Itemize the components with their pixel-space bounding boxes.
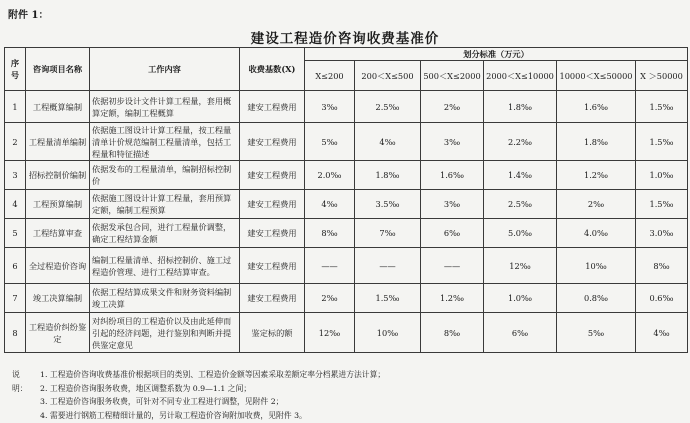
row-rate: 0.8‰ <box>557 284 636 313</box>
table-row <box>5 219 688 248</box>
row-work-content: 依据工程结算成果文件和财务资料编制竣工决算 <box>90 284 240 313</box>
row-work-content: 依据发承包合同，进行工程量价调整，确定工程结算金额 <box>90 219 240 248</box>
row-project-name: 工程造价纠纷鉴定 <box>26 313 90 353</box>
row-work-content: 依据发布的工程量清单，编制招标控制价 <box>90 161 240 190</box>
row-rate: 6‰ <box>484 313 557 353</box>
table-row <box>5 284 688 313</box>
row-project-name: 工程结算审查 <box>26 219 90 248</box>
notes-label: 说明： <box>12 370 28 393</box>
row-rate: 1.6‰ <box>557 91 636 123</box>
note-item: 4. 需要进行钢筋工程精细计量的，另计取工程造价咨询附加收费，见附件 3。 <box>40 410 307 420</box>
header-range: 500＜X≤2000 <box>421 61 484 91</box>
row-rate: 4‰ <box>305 190 355 219</box>
header-range: 2000＜X≤10000 <box>484 61 557 91</box>
header-seq: 序号 <box>5 48 26 91</box>
row-rate: 8‰ <box>636 248 688 284</box>
row-rate: 12‰ <box>305 313 355 353</box>
row-rate: 3‰ <box>421 190 484 219</box>
row-rate: 3.5‰ <box>355 190 421 219</box>
row-rate: 1.6‰ <box>421 161 484 190</box>
row-seq: 4 <box>5 190 26 219</box>
row-rate: 12‰ <box>484 248 557 284</box>
table-row <box>5 91 688 123</box>
row-rate: 8‰ <box>421 313 484 353</box>
row-seq: 8 <box>5 313 26 353</box>
row-rate: 1.0‰ <box>484 284 557 313</box>
row-project-name: 工程预算编制 <box>26 190 90 219</box>
row-rate: —— <box>421 248 484 284</box>
row-work-content: 编制工程量清单、招标控制价、施工过程造价管理、进行工程结算审查。 <box>90 248 240 284</box>
row-work-content: 对纠纷项目的工程造价以及由此延伸而引起的经济问题，进行鉴别和判断并提供鉴定意见 <box>90 313 240 353</box>
row-rate: 1.4‰ <box>484 161 557 190</box>
table-row <box>5 161 688 190</box>
row-fee-base: 建安工程费用 <box>240 219 305 248</box>
row-rate: 2.0‰ <box>305 161 355 190</box>
row-project-name: 工程量清单编制 <box>26 123 90 161</box>
row-rate: 2‰ <box>305 284 355 313</box>
row-rate: 4.0‰ <box>557 219 636 248</box>
row-rate: 1.5‰ <box>636 123 688 161</box>
row-rate: 5‰ <box>557 313 636 353</box>
row-seq: 1 <box>5 91 26 123</box>
row-rate: 8‰ <box>305 219 355 248</box>
row-fee-base: 建安工程费用 <box>240 190 305 219</box>
header-range: 200＜X≤500 <box>355 61 421 91</box>
row-rate: 5.0‰ <box>484 219 557 248</box>
page-title: 建设工程造价咨询收费基准价 <box>250 31 440 47</box>
row-rate: 1.0‰ <box>636 161 688 190</box>
row-rate: 10‰ <box>557 248 636 284</box>
note-item: 1. 工程造价咨询收费基准价根据项目的类别、工程造价金额等因素采取差额定率分档累进方法计算； <box>40 370 386 379</box>
row-project-name: 全过程造价咨询 <box>26 248 90 284</box>
row-project-name: 竣工决算编制 <box>26 284 90 313</box>
row-rate: 1.8‰ <box>355 161 421 190</box>
row-seq: 5 <box>5 219 26 248</box>
row-rate: 0.6‰ <box>636 284 688 313</box>
row-seq: 7 <box>5 284 26 313</box>
row-seq: 3 <box>5 161 26 190</box>
row-project-name: 招标控制价编制 <box>26 161 90 190</box>
row-rate: 4‰ <box>355 123 421 161</box>
row-rate: 5‰ <box>305 123 355 161</box>
header-base: 收费基数(X) <box>240 48 305 91</box>
row-rate: 3.0‰ <box>636 219 688 248</box>
row-rate: 7‰ <box>355 219 421 248</box>
header-name: 咨询项目名称 <box>26 48 90 91</box>
row-rate: 1.2‰ <box>421 284 484 313</box>
header-range: X ＞50000 <box>636 61 688 91</box>
row-rate: 1.8‰ <box>484 91 557 123</box>
row-rate: 3‰ <box>305 91 355 123</box>
row-rate: 1.5‰ <box>636 91 688 123</box>
row-rate: 2.5‰ <box>484 190 557 219</box>
row-rate: 2.2‰ <box>484 123 557 161</box>
row-rate: 2‰ <box>421 91 484 123</box>
note-item: 2. 工程造价咨询服务收费，地区调整系数为 0.9—1.1 之间； <box>40 383 252 393</box>
row-fee-base: 建安工程费用 <box>240 123 305 161</box>
row-project-name: 工程概算编制 <box>26 91 90 123</box>
fee-table <box>4 47 688 353</box>
table-body <box>5 91 688 353</box>
row-seq: 6 <box>5 248 26 284</box>
row-rate: 2.5‰ <box>355 91 421 123</box>
row-rate: 6‰ <box>421 219 484 248</box>
row-work-content: 依据施工图设计计算工程量，按工程量清单计价规范编制工程量清单，包括工程量和特征描述 <box>90 123 240 161</box>
row-fee-base: 建安工程费用 <box>240 284 305 313</box>
row-fee-base: 鉴定标的额 <box>240 313 305 353</box>
table-row <box>5 123 688 161</box>
row-rate: 3‰ <box>421 123 484 161</box>
note-item: 3. 工程造价咨询服务收费，可针对不同专业工程进行调整，见附件 2； <box>40 397 284 406</box>
header-range: X≤200 <box>305 61 355 91</box>
row-seq: 2 <box>5 123 26 161</box>
header-range: 10000＜X≤50000 <box>557 61 636 91</box>
attachment-label: 附件 1： <box>8 10 49 21</box>
row-fee-base: 建安工程费用 <box>240 248 305 284</box>
row-rate: 1.8‰ <box>557 123 636 161</box>
row-rate: 10‰ <box>355 313 421 353</box>
row-work-content: 依据施工图设计计算工程量，套用预算定额，编制工程预算 <box>90 190 240 219</box>
row-fee-base: 建安工程费用 <box>240 91 305 123</box>
row-fee-base: 建安工程费用 <box>240 161 305 190</box>
row-rate: 4‰ <box>636 313 688 353</box>
header-division: 划分标准（万元） <box>305 48 688 61</box>
table-row <box>5 190 688 219</box>
table-row <box>5 248 688 284</box>
header-content: 工作内容 <box>90 48 240 91</box>
row-rate: 1.5‰ <box>355 284 421 313</box>
row-rate: —— <box>355 248 421 284</box>
row-work-content: 依据初步设计文件计算工程量，套用概算定额，编制工程概算 <box>90 91 240 123</box>
row-rate: 2‰ <box>557 190 636 219</box>
row-rate: 1.2‰ <box>557 161 636 190</box>
table-row <box>5 313 688 353</box>
row-rate: 1.5‰ <box>636 190 688 219</box>
row-rate: —— <box>305 248 355 284</box>
